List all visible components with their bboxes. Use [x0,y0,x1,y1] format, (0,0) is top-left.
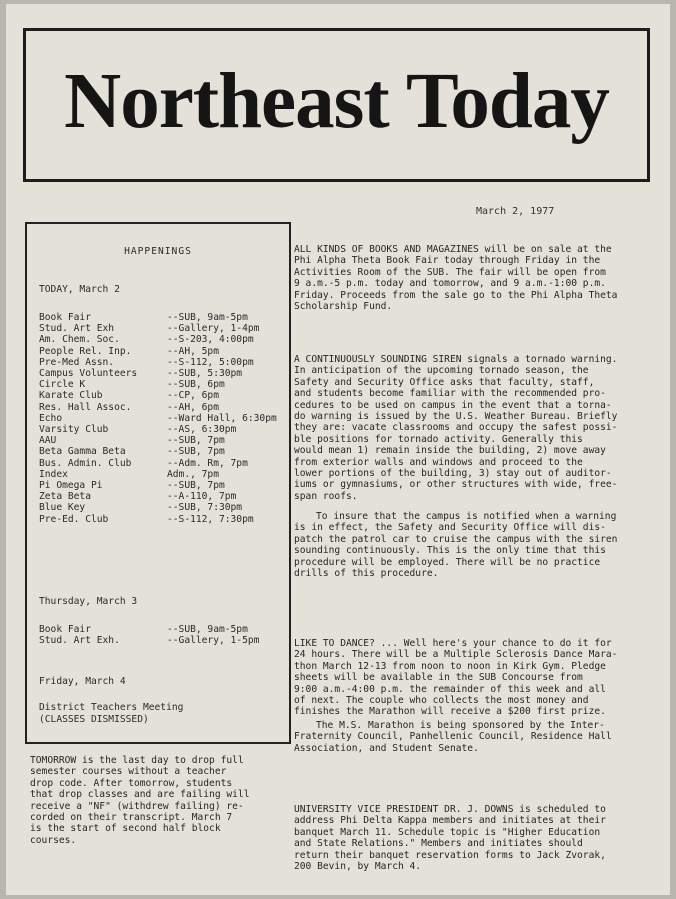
event-location-time: --AS, 6:30pm [167,424,237,436]
text-line: of next. The couple who collects the most money and [294,695,589,707]
calendar-event-row [39,435,285,446]
event-name: Am. Chem. Soc. [39,334,120,346]
text-line: iums or gymnasiums, or other structures with wide, free- [294,479,618,491]
calendar-event-row [39,624,285,635]
calendar-event-row [39,312,285,323]
text-line: drop code. After tomorrow, students [30,777,233,789]
event-name: Pre-Ed. Club [39,513,109,525]
event-location-time: --AH, 5pm [167,345,219,357]
thursday-event-list [39,624,285,646]
event-location-time: --S-112, 5:00pm [167,356,254,368]
event-location-time: --SUB, 5:30pm [167,368,243,380]
text-line: The M.S. Marathon is being sponsored by the Inter- [316,720,605,731]
event-location-time: --CP, 6pm [167,390,219,402]
text-line: receive a "NF" (withdrew failing) re- [30,800,244,812]
text-line: TOMORROW is the last day to drop full [30,755,244,766]
event-name: Blue Key [39,502,86,514]
event-name: Varsity Club [39,424,109,436]
text-line: courses. [30,834,77,846]
event-location-time: --SUB, 7pm [167,435,225,447]
text-line: LIKE TO DANCE? ... Well here's your chance to do it for [294,638,612,649]
calendar-event-row [39,502,285,513]
masthead-title: Northeast Today [64,58,609,145]
text-line: UNIVERSITY VICE PRESIDENT DR. J. DOWNS is scheduled to [294,804,606,815]
event-name: Res. Hall Assoc. [39,401,132,413]
text-line: Safety and Security Office asks that faculty, staff, [294,376,595,388]
text-line: Scholarship Fund. [294,301,393,313]
text-line: return their banquet reservation forms to Jack Zvorak, [294,849,606,861]
event-name: Echo [39,412,63,424]
event-location-time: --SUB, 7:30pm [167,502,243,514]
text-line: Phi Alpha Theta Book Fair today through Friday in the [294,255,601,267]
text-line: 200 Bevin, by March 4. [294,861,422,873]
article-vice-president [294,804,606,872]
text-line: Friday. Proceeds from the sale go to the Phi Alpha Theta [294,289,618,301]
calendar-event-row [39,402,285,413]
text-line: address Phi Delta Kappa members and initiates at their [294,815,606,827]
text-line: sheets will be available in the SUB Concourse from [294,672,583,684]
text-line: Association, and Student Senate. [294,742,479,754]
text-line: corded on their transcript. March 7 [30,812,233,824]
text-line: To insure that the campus is notified when a warning [316,511,617,522]
text-line: semester courses without a teacher [30,766,227,778]
event-name: Zeta Beta [39,491,91,503]
event-name: Pre-Med Assn. [39,356,115,368]
event-location-time: --SUB, 9am-5pm [167,624,248,635]
event-location-time: --S-112, 7:30pm [167,513,254,525]
event-location-time: --AH, 6pm [167,401,219,413]
text-line: patch the patrol car to cruise the campus with the siren [294,533,618,545]
event-name: Bus. Admin. Club [39,457,132,469]
event-location-time: --SUB, 7pm [167,446,225,458]
article-drop-deadline [30,755,250,846]
text-line: 9 a.m.-5 p.m. today and tomorrow, and 9 a.m.-1:00 p.m. [294,278,606,290]
event-name: Circle K [39,379,86,391]
text-line: is the start of second half block [30,823,221,835]
event-location-time: --Gallery, 1-4pm [167,323,260,335]
event-name: Karate Club [39,390,103,402]
event-name: Index [39,468,68,480]
event-name: AAU [39,435,57,447]
issue-date: March 2, 1977 [476,206,555,217]
calendar-event-row [39,424,285,435]
text-line: sounding continuously. This is the only time that this [294,545,606,557]
article-dance-marathon-sponsors [294,720,612,754]
event-name: People Rel. Inp. [39,345,132,357]
event-name: Campus Volunteers [39,368,138,380]
text-line: that drop classes and are failing will [30,789,250,801]
calendar-event-row [39,458,285,469]
text-line: would mean 1) remain inside the building, 2) move away [294,445,606,457]
text-line: 24 hours. There will be a Multiple Sclerosis Dance Mara- [294,649,618,661]
text-line: 9:00 a.m.-4:00 p.m. the remainder of this week and all [294,683,606,695]
calendar-event-row [39,491,285,502]
calendar-event-row [39,368,285,379]
text-line: do warning is issued by the U.S. Weather Bureau. Briefly [294,411,618,423]
article-tornado-siren [294,354,617,502]
text-line: lower portions of the building, 3) stay out of auditor- [294,468,612,480]
text-line: and State Relations." Members and initiates should [294,838,583,850]
text-line: banquet March 11. Schedule topic is "Higher Education [294,826,601,838]
text-line: Activities Room of the SUB. The fair will be open from [294,266,606,278]
event-name: Stud. Art Exh. [39,635,120,647]
friday-heading: Friday, March 4 [39,676,126,687]
article-tornado-siren-continued [294,511,617,579]
calendar-event-row [39,446,285,457]
event-location-time: --Gallery, 1-5pm [167,635,260,647]
newsletter-page [6,4,670,895]
today-event-list [39,312,285,525]
text-line: In anticipation of the upcoming tornado season, the [294,365,589,377]
event-name: Book Fair [39,312,91,323]
thursday-heading: Thursday, March 3 [39,596,138,607]
article-book-fair [294,244,617,312]
event-location-time: --Ward Hall, 6:30pm [167,412,277,424]
event-name: Book Fair [39,624,91,635]
calendar-event-row [39,334,285,345]
text-line: and students become familiar with the recommended pro- [294,388,606,400]
friday-line: (CLASSES DISMISSED) [39,714,149,725]
event-name: Stud. Art Exh [39,323,115,335]
calendar-event-row [39,514,285,525]
happenings-title: HAPPENINGS [124,246,192,257]
text-line: Fraternity Council, Panhellenic Council, Residence Hall [294,731,612,743]
happenings-box [25,222,291,744]
calendar-event-row [39,635,285,646]
text-line: ble positions for tornado activity. Generally this [294,433,583,445]
text-line: they are: vacate classrooms and occupy the safest possi- [294,422,618,434]
text-line: from exterior walls and windows and proceed to the [294,456,583,468]
event-location-time: --SUB, 6pm [167,379,225,391]
event-location-time: --SUB, 9am-5pm [167,312,248,323]
event-location-time: --SUB, 7pm [167,480,225,492]
event-name: Pi Omega Pi [39,480,103,492]
text-line: drills of this procedure. [294,568,439,580]
text-line: finishes the Marathon will receive a $200 first prize. [294,706,606,718]
calendar-event-row [39,379,285,390]
text-line: cedures to be used on campus in the event that a torna- [294,399,612,411]
event-location-time: --Adm. Rm, 7pm [167,457,248,469]
text-line: procedure will be employed. There will be no practice [294,556,601,568]
text-line: ALL KINDS OF BOOKS AND MAGAZINES will be on sale at the [294,244,612,255]
text-line: span roofs. [294,490,358,502]
event-location-time: Adm., 7pm [167,468,219,480]
calendar-event-row [39,390,285,401]
article-dance-marathon [294,638,617,718]
text-line: is in effect, the Safety and Security Office will dis- [294,522,606,534]
text-line: A CONTINUOUSLY SOUNDING SIREN signals a tornado warning. [294,354,618,365]
calendar-event-row [39,413,285,424]
calendar-event-row [39,357,285,368]
friday-line: District Teachers Meeting [39,702,184,713]
calendar-event-row [39,480,285,491]
calendar-event-row [39,469,285,480]
masthead [23,28,650,182]
event-name: Beta Gamma Beta [39,446,126,458]
calendar-event-row [39,323,285,334]
calendar-event-row [39,346,285,357]
text-line: thon March 12-13 from noon to noon in Kirk Gym. Pledge [294,660,606,672]
event-location-time: --A-110, 7pm [167,491,237,503]
event-location-time: --S-203, 4:00pm [167,334,254,346]
today-heading: TODAY, March 2 [39,284,120,295]
